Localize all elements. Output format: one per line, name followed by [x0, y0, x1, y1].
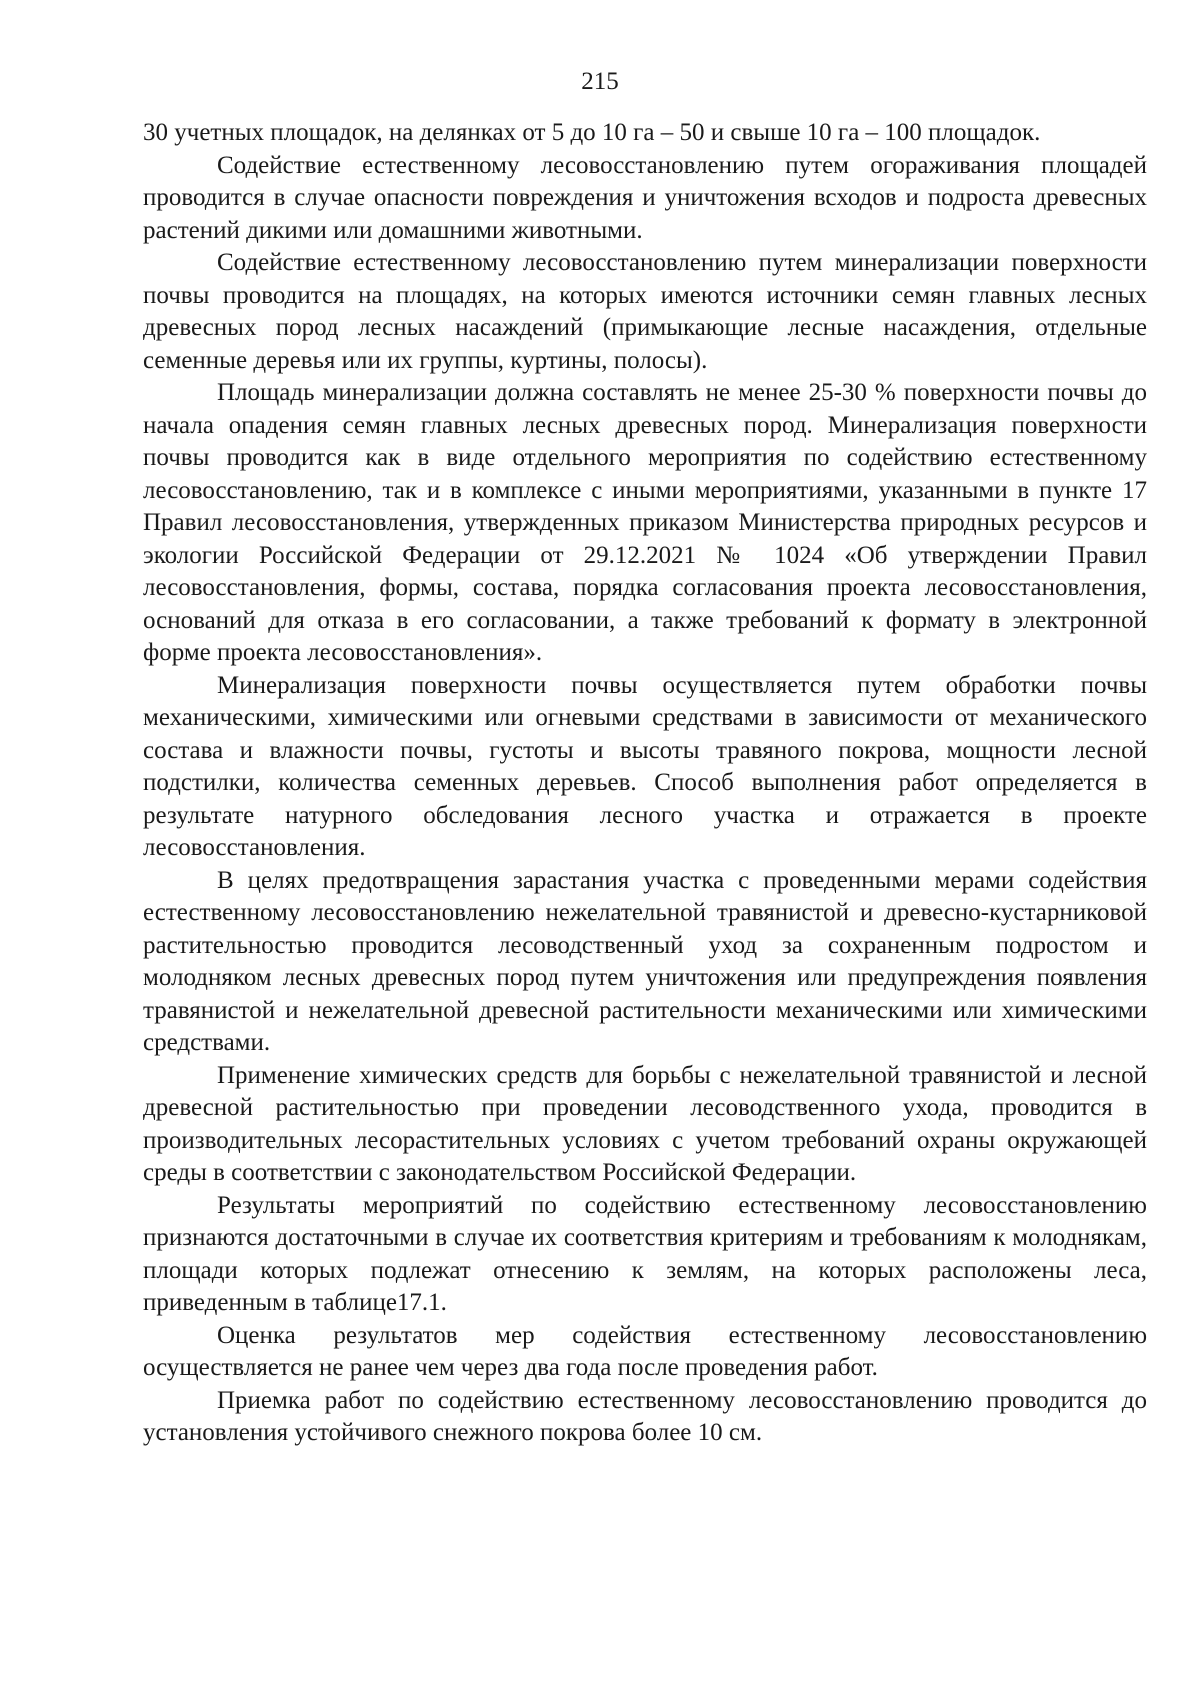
paragraph-soil-mineralization: Содействие естественному лесовосстановлению путем минерализации поверхности почвы проводится на площадях, на которых имеются источники семян главных лесных древесных пород лесных насаждений (примыкающие лесные насаждения, отдельные семенные деревья или их группы, куртины, полосы).: [143, 249, 1147, 374]
paragraph-overgrowth-prevention: В целях предотвращения зарастания участка с проведенными мерами содействия естественному лесовосстановлению нежелательной травянистой и древесно-кустарниковой растительностью проводится лесоводственный уход за сохраненным подростом и молодняком лесных древесных пород путем уничтожения или предупреждения появления травянистой и нежелательной древесной растительности механическими или химическими средствами.: [143, 866, 1147, 1056]
document-body: [143, 117, 1147, 1450]
paragraph-fencing: Содействие естественному лесовосстановлению путем огораживания площадей проводится в случае опасности повреждения и уничтожения всходов и подроста древесных растений дикими или домашними животными.: [143, 151, 1147, 244]
page-number: 215: [581, 68, 619, 95]
paragraph-chemical-means: Применение химических средств для борьбы с нежелательной травянистой и лесной древесной растительностью при проведении лесоводственного ухода, проводится в производительных лесорастительных условиях с учетом требований охраны окружающей среды в соответствии с законодательством Российской Федерации.: [143, 1061, 1147, 1186]
paragraph-continuation: 30 учетных площадок, на делянках от 5 до 10 га – 50 и свыше 10 га – 100 площадок.: [143, 119, 1041, 146]
paragraph-results-assessment: Оценка результатов мер содействия естественному лесовосстановлению осуществляется не ранее чем через два года после проведения работ.: [143, 1321, 1147, 1381]
paragraph-works-acceptance: Приемка работ по содействию естественному лесовосстановлению проводится до установления устойчивого снежного покрова более 10 см.: [143, 1386, 1147, 1446]
paragraph-mineralization-methods: Минерализация поверхности почвы осуществляется путем обработки почвы механическими, химическими или огневыми средствами в зависимости от механического состава и влажности почвы, густоты и высоты травяного покрова, мощности лесной подстилки, количества семенных деревьев. Способ выполнения работ определяется в результате натурного обследования лесного участка и отражается в проекте лесовосстановления.: [143, 671, 1147, 861]
paragraph-results-sufficiency: Результаты мероприятий по содействию естественному лесовосстановлению признаются достаточными в случае их соответствия критериям и требованиям к молоднякам, площади которых подлежат отнесению к землям, на которых расположены леса, приведенным в таблице17.1.: [143, 1191, 1147, 1316]
paragraph-mineralization-area: Площадь минерализации должна составлять не менее 25-30 % поверхности почвы до начала опадения семян главных лесных древесных пород. Минерализация поверхности почвы проводится как в виде отдельного мероприятия по содействию естественному лесовосстановлению, так и в комплексе с иными мероприятиями, указанными в пункте 17 Правил лесовосстановления, утвержденных приказом Министерства природных ресурсов и экологии Российской Федерации от 29.12.2021 № 1024 «Об утверждении Правил лесовосстановления, формы, состава, порядка согласования проекта лесовосстановления, оснований для отказа в его согласовании, а также требований к формату в электронной форме проекта лесовосстановления».: [143, 379, 1147, 666]
